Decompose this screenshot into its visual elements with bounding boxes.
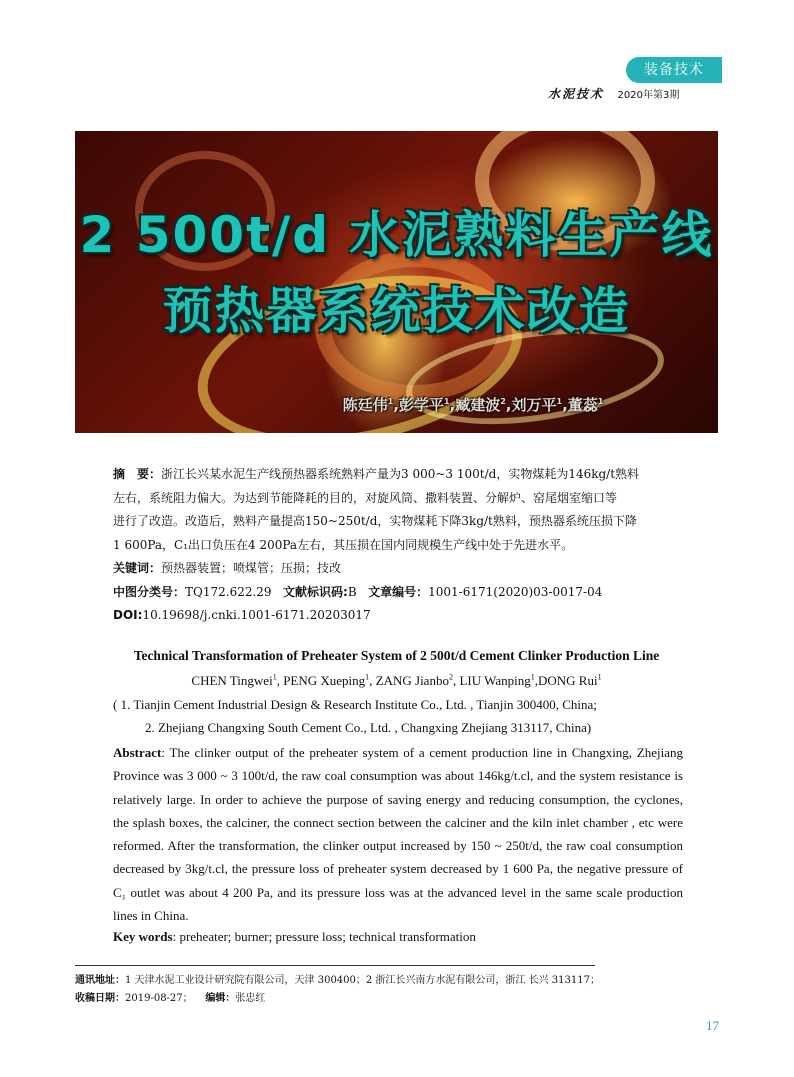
- author: 陈廷伟$^1$,: [342, 396, 399, 414]
- author: 刘万平$^1$,: [511, 396, 568, 414]
- abstract-label: Abstract: [113, 745, 162, 760]
- author: DONG Rui$^1$: [538, 673, 602, 689]
- journal-name: 水泥技术: [548, 87, 605, 101]
- abstract-label: 摘 要：: [113, 467, 162, 481]
- author: ZANG Jianbo$^2$,: [375, 673, 460, 689]
- author: LIU Wanping$^1$,: [459, 673, 538, 689]
- english-title: Technical Transformation of Preheater System of 2 500t/d Cement Clinker Production Line: [133, 648, 660, 663]
- classification-line: 中图分类号：TQ172.622.29 文献标识码:B 文章编号：1001-6171(2020)03-0017-04: [113, 584, 603, 599]
- chinese-abstract-block: [113, 463, 683, 628]
- abstract-line: 摘 要：浙江长兴某水泥生产线预热器系统熟料产量为3 000~3 100t/d，实物煤耗为146kg/t熟料: [113, 467, 640, 481]
- abstract-line: 左右，系统阻力偏大。为达到节能降耗的目的，对旋风筒、撒料装置、分解炉、窑尾烟室缩口等: [113, 490, 618, 505]
- english-abstract: Abstract: The clinker output of the preheater system of a cement production line in Changxing, Zhejiang Province was 3 000 ~ 3 100t/d, the raw coal consumption was about 146kg/t.cl, and the system resistance is relatively large. In order to achieve the purpose of saving energy and reducing consumption, the cyclones, the splash boxes, the calciner, the connect section between the calciner and the kiln inlet chamber , etc were reformed. After the transformation, the clinker output increased by 150 ~ 250t/d, the raw coal consumption decreased by 3kg/t.cl, the pressure loss of preheater system decreased by 1 600 Pa, the negative pressure of C₁ outlet was about 4 200 Pa, and its pressure loss was at the advanced level in the same scale production lines in China.: [113, 745, 683, 924]
- author-list: [253, 394, 693, 415]
- author: 董蕊$^1$: [567, 396, 604, 414]
- english-author-list: [75, 673, 718, 689]
- title-banner: [75, 131, 718, 433]
- keywords-line: 关键词：预热器装置；喷煤管；压损；技改: [113, 561, 342, 575]
- page-number: 17: [706, 1018, 719, 1033]
- author: 彭学平$^1$,: [398, 396, 456, 414]
- journal-header: [548, 85, 679, 102]
- doi-line: DOI:10.19698/j.cnki.1001-6171.20203017: [113, 608, 371, 622]
- received-footnote: 收稿日期：2019-08-27； 编辑：张忠红: [75, 993, 266, 1004]
- issue-label: 2020年第3期: [617, 90, 680, 101]
- address-footnote: 通讯地址：1 天津水泥工业设计研究院有限公司，天津 300400；2 浙江长兴南方水泥有限公司，浙江 长兴 313117；: [75, 975, 600, 986]
- author: PENG Xueping$^1$,: [283, 673, 376, 689]
- article-title-line2: 预热器系统技术改造: [162, 282, 631, 340]
- author: CHEN Tingwei$^1$,: [191, 673, 284, 689]
- abstract-line: 1 600Pa，C₁出口负压在4 200Pa左右，其压损在国内同规模生产线中处于先进水平。: [113, 537, 574, 552]
- footnote-divider: [75, 965, 595, 966]
- affiliation-1: ( 1. Tianjin Cement Industrial Design & Research Institute Co., Ltd. , Tianjin 300400, China;: [113, 697, 597, 712]
- author: 臧建波$^2$,: [455, 396, 512, 414]
- english-keywords: Key words: preheater; burner; pressure loss; technical transformation: [113, 929, 476, 944]
- affiliation-2: 2. Zhejiang Changxing South Cement Co., Ltd. , Changxing Zhejiang 313117, China): [145, 720, 592, 735]
- abstract-line: 进行了改造。改造后，熟料产量提高150~250t/d，实物煤耗下降3kg/t熟料，预热器系统压损下降: [113, 514, 637, 528]
- article-title-line1: 2 500t/d 水泥熟料生产线: [79, 206, 714, 264]
- section-tab: 装备技术: [626, 57, 722, 83]
